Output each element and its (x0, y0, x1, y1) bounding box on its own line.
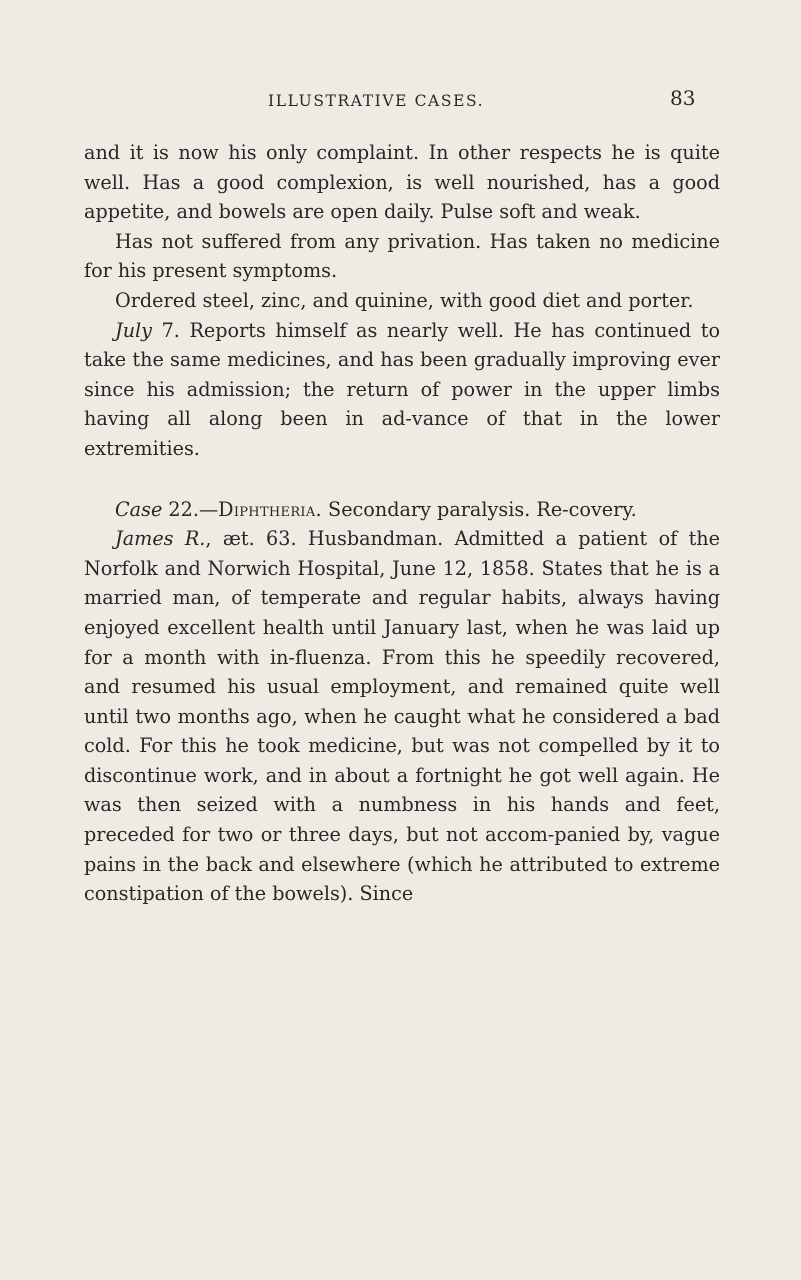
date-label: July (115, 318, 153, 342)
case-history-text: , æt. 63. Husbandman. Admitted a patient of the Norfolk and Norwich Hospital, June 12, 1858. States that he is a married man, of temperate and regular habits, always having enjoyed excellent health until January last, when he was laid up for a month with in-fluenza. From this he speedily recovered, and resumed his usual employment, and remained quite well until two months ago, when he caught what he considered a bad cold. For this he took medicine, but was not compelled by it to discontinue work, and in about a fortnight he got well again. He was then seized with a numbness in his hands and feet, preceded for two or three days, but not accom-panied by, vague pains in the back and elsewhere (which he attributed to extreme constipation of the bowels). Since (84, 527, 720, 906)
paragraph-treatment: Ordered steel, zinc, and quinine, with good diet and porter. (115, 288, 694, 312)
case-summary: Secondary paralysis. Re-covery. (321, 497, 637, 521)
body-text (84, 138, 720, 909)
paragraph-july-report (84, 316, 720, 464)
july-report-text: 7. Reports himself as nearly well. He has continued to take the same medicines, and has been gradually improving ever since his admission; the return of power in the upper limbs having all along been in ad-vance of that in the lower extremities. (84, 318, 720, 460)
running-title: ILLUSTRATIVE CASES. (268, 92, 485, 110)
paragraph-privation: Has not suffered from any privation. Has taken no medicine for his present symptoms. (84, 229, 720, 283)
case-number: 22.— (162, 497, 219, 521)
case-label: Case (115, 497, 163, 521)
paragraph-continuation: and it is now his only complaint. In other respects he is quite well. Has a good complexion, is well nourished, has a good appetite, and bowels are open daily. Pulse soft and weak. (84, 141, 720, 224)
page-number: 83 (670, 86, 696, 110)
paragraph-case-history (84, 524, 720, 909)
patient-name: James R. (115, 527, 206, 551)
case-disease: Diphtheria. (218, 497, 322, 521)
case-heading (84, 495, 720, 525)
